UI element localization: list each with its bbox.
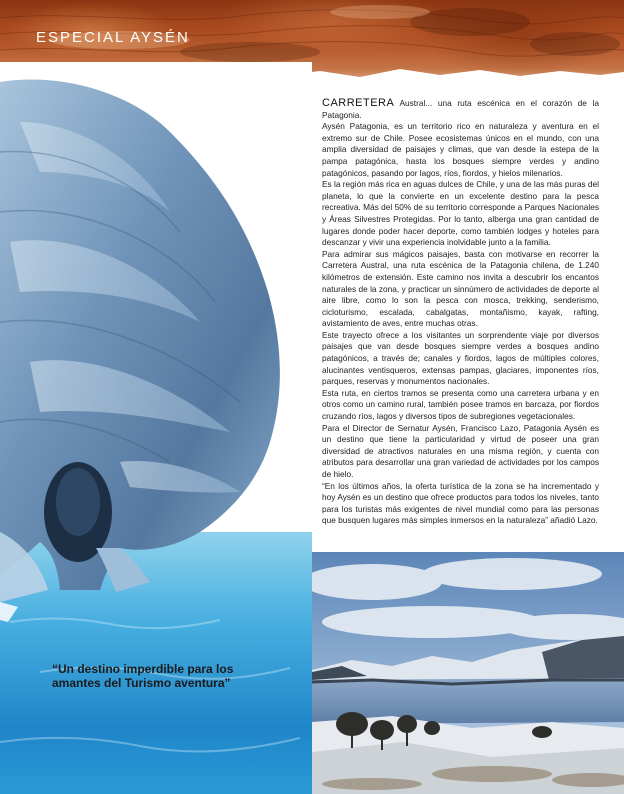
lake-landscape-image (312, 552, 624, 794)
paragraph-2: Es la región más rica en aguas dulces de Chile, y una de las más puras del planeta, lo que la convierte en un excelente destino para la pesca recreativa. Más del 50% de su territorio corresponde a Parques Nacionales y Áreas Silvestres Protegidas. Por lo tanto, alberga una gran cantidad de lugares donde poder hacer deporte, como también lodges y hoteles para descanzar y vivir una experiencia inolvidable junto a la familia. (322, 179, 599, 248)
paragraph-7: “En los últimos años, la oferta turística de la zona se ha incrementado y hoy Aysén es un destino que ofrece productos para todos los niveles, tanto para los turistas más exigentes de nivel mundial como para las personas que busquen lugares más simples inmersos en la naturaleza” añadió Lazo. (322, 480, 599, 526)
section-title: ESPECIAL AYSÉN (36, 29, 190, 46)
article-body (322, 98, 599, 527)
paragraph-1: Aysén Patagonia, es un territorio rico en naturaleza y aventura en el extremo sur de Chile. Posee ecosistemas únicos en el mundo, con una amplia diversidad de paisajes y climas, que van desde la estepa de la pampa patagónica, hasta los bosques siempre verdes y andino patagónicos, pasando por lagos, ríos, fiordos, y hielos milenarios. (322, 121, 599, 178)
paragraph-4: Este trayecto ofrece a los visitantes un sorprendente viaje por diversos paisajes que van desde bosques siempre verdes a bosques andino patagónicos, a través de; canales y fiordos, lagos de múltiples colores, alucinantes ventisqueros, extensas pampas, glaciares, imponentes ríos, parques, reservas y monumentos nacionales. (322, 329, 599, 387)
lake-landscape-photo (312, 552, 624, 794)
paragraph-5: Esta ruta, en ciertos tramos se presenta como una carretera urbana y en otros como un camino rural, también posee tramos en barcaza, por fiordos cruzando ríos, lagos y diversos tipos de subregiones vegetacionales. (322, 387, 599, 422)
lead-word: CARRETERA (322, 97, 395, 109)
article-lead (322, 98, 599, 121)
paragraph-3: Para admirar sus mágicos paisajes, basta con motivarse en recorrer la Carretera Austral, una ruta escénica de la Patagonia chilena, de 1.240 kilómetros de extensión. Este camino nos invita a descubrir los encantos naturales de la zona, y practicar un sinnúmero de actividades de deporte al aire libre, como lo son la pesca con mosca, trekking, senderismo, cicloturismo, escalada, cabalgatas, montañismo, kayak, rafting, avistamiento de aves, entre muchas otras. (322, 248, 599, 329)
lead-subtitle: Austral... una ruta escénica en el corazón de la Patagonia. (322, 98, 599, 120)
pull-quote: “Un destino imperdible para los amantes del Turismo aventura” (52, 662, 234, 690)
paragraph-6: Para el Director de Sernatur Aysén, Francisco Lazo, Patagonia Aysén es un destino que tiene la particularidad y virtud de poseer una gran diversidad de atractivos naturales en una misma región, y cuenta con atributos para desarrollar una gran variedad de actividades por los campos de hielo. (322, 422, 599, 479)
